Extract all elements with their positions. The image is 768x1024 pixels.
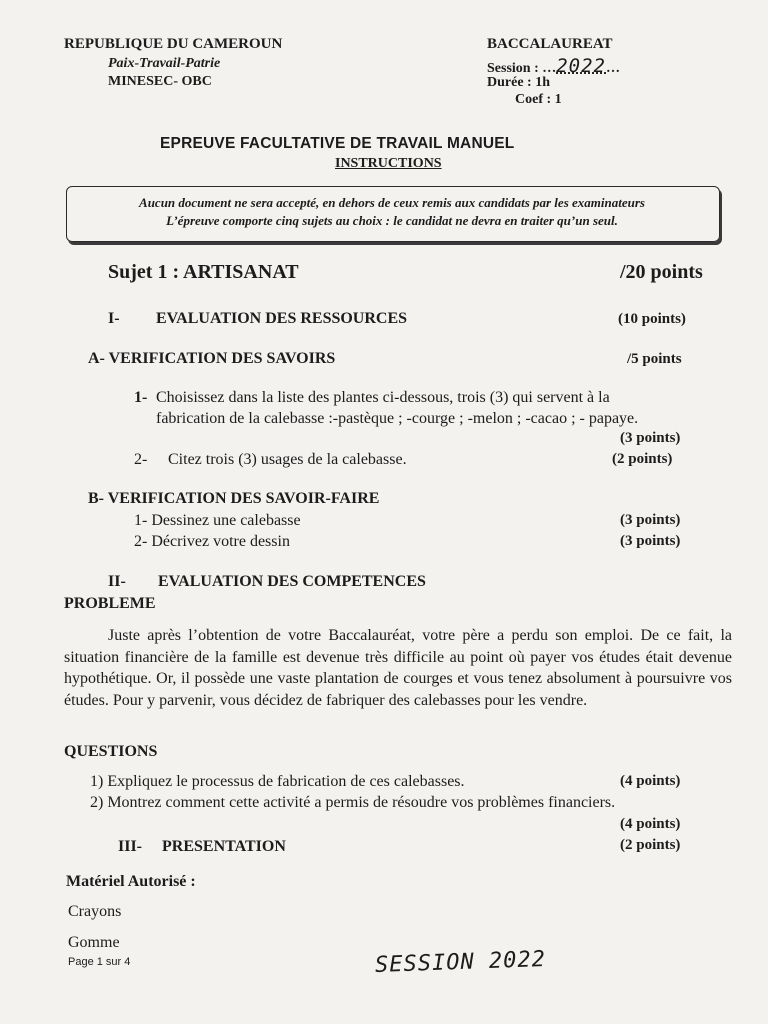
questions-heading: QUESTIONS bbox=[64, 743, 158, 760]
a-q2-points: (2 points) bbox=[612, 451, 673, 467]
p2-q2-text: 2) Montrez comment cette activité a permis de résoudre vos problèmes financiers. bbox=[90, 794, 616, 811]
part1-title: EVALUATION DES RESSOURCES bbox=[156, 310, 408, 327]
a-q2-text: Citez trois (3) usages de la calebasse. bbox=[168, 451, 407, 468]
instruction-line-1: Aucun document ne sera accepté, en dehors de ceux remis aux candidats par les examinateurs bbox=[139, 195, 645, 210]
problem-text: Juste après l’obtention de votre Baccalauréat, votre père a perdu son emploi. De ce fait, la situation financière de la famille est devenue très difficile au point où payer vos études était devenue hypothétique. Or, il possède une vaste plantation de courges et vous tenez absolument à poursuivre vos études. Pour y parvenir, vous décidez de fabriquer des calebasses pour les vendre. bbox=[64, 627, 732, 709]
b-q2-points: (3 points) bbox=[620, 533, 681, 549]
coefficient: Coef : 1 bbox=[515, 92, 562, 107]
a-q1-line-1: Choisissez dans la liste des plantes ci-dessous, trois (3) qui servent à la bbox=[156, 389, 610, 406]
subject-title: Sujet 1 : ARTISANAT bbox=[108, 261, 299, 283]
part2-title: EVALUATION DES COMPETENCES bbox=[158, 573, 426, 590]
country-name: REPUBLIQUE DU CAMEROUN bbox=[64, 36, 283, 52]
session-trail: … bbox=[606, 61, 620, 76]
b-q1-points: (3 points) bbox=[620, 512, 681, 528]
a-q2-number: 2- bbox=[134, 451, 148, 468]
b-q2-text: 2- Décrivez votre dessin bbox=[134, 533, 290, 550]
a-q1-number: 1- bbox=[134, 389, 148, 406]
session-line bbox=[487, 55, 620, 77]
part3-title: PRESENTATION bbox=[162, 838, 286, 855]
ministry-name: MINESEC- OBC bbox=[108, 74, 212, 89]
national-motto: Paix-Travail-Patrie bbox=[108, 56, 221, 71]
duration: Durée : 1h bbox=[487, 75, 550, 90]
b-q1-text: 1- Dessinez une calebasse bbox=[134, 512, 301, 529]
instruction-line-2: L’épreuve comporte cinq sujets au choix : le candidat ne devra en traiter qu’un seul. bbox=[166, 213, 618, 228]
material-item: Crayons bbox=[68, 903, 122, 920]
section-b-title: B- VERIFICATION DES SAVOIR-FAIRE bbox=[88, 490, 380, 507]
part3-number: III- bbox=[118, 838, 143, 855]
instructions-heading: INSTRUCTIONS bbox=[335, 156, 442, 171]
material-item: Gomme bbox=[68, 934, 120, 951]
a-q1-line-2: fabrication de la calebasse :-pastèque ; -courge ; -melon ; -cacao ; - papaye. bbox=[156, 410, 639, 427]
section-a-title: A- VERIFICATION DES SAVOIRS bbox=[88, 350, 336, 367]
a-q1-points: (3 points) bbox=[620, 430, 681, 446]
page-number: Page 1 sur 4 bbox=[68, 956, 131, 968]
p2-q1-text: 1) Expliquez le processus de fabrication de ces calebasses. bbox=[90, 773, 465, 790]
p2-q2-points: (4 points) bbox=[620, 816, 681, 832]
exam-name: BACCALAUREAT bbox=[487, 36, 613, 52]
session-label: Session : … bbox=[487, 61, 557, 76]
part1-points: (10 points) bbox=[618, 311, 686, 327]
part3-points: (2 points) bbox=[620, 837, 681, 853]
materials-heading: Matériel Autorisé : bbox=[66, 873, 196, 890]
problem-heading: PROBLEME bbox=[64, 595, 156, 612]
part2-number: II- bbox=[108, 573, 126, 590]
section-a-points: /5 points bbox=[627, 351, 682, 367]
part1-number: I- bbox=[108, 310, 120, 327]
session-stamp-handwritten: SESSION 2022 bbox=[374, 947, 547, 978]
subject-points: /20 points bbox=[620, 261, 703, 283]
p2-q1-points: (4 points) bbox=[620, 773, 681, 789]
session-year-handwritten: 2022 bbox=[556, 55, 606, 77]
exam-title: EPREUVE FACULTATIVE DE TRAVAIL MANUEL bbox=[160, 135, 515, 152]
